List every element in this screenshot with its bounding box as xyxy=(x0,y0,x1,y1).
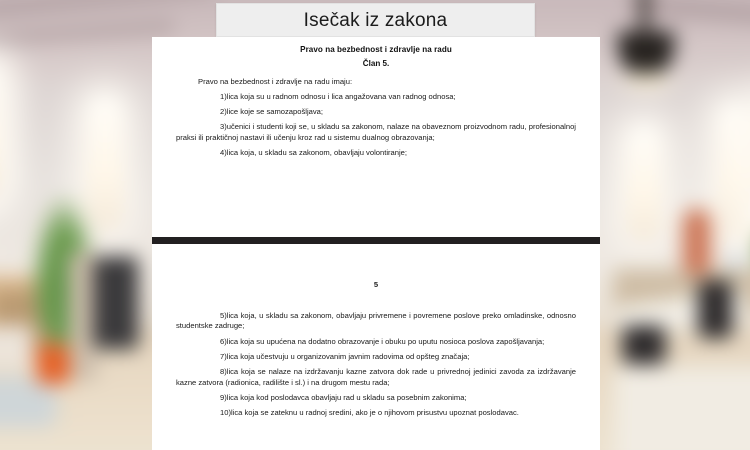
list-item xyxy=(176,148,576,158)
desk-lamp-globe xyxy=(726,252,745,271)
list-item-text: lica koja, u skladu sa zakonom, obavljaju volontiranje; xyxy=(226,148,408,158)
list-item-number: 3) xyxy=(220,122,227,132)
list-item-text: lica koja su u radnom odnosu i lica angažovana van radnog odnosa; xyxy=(226,91,456,101)
list-item-text: učenici i studenti koji se, u skladu sa zakonom, nalaze na obaveznom proizvodnom radu, profesionalnoj praksi ili praktičnoj nastavi ili učenju kroz rad u sistemu dualnog obrazovanja; xyxy=(176,122,576,142)
list-item-text: lica koja su upućena na dodatno obrazovanje i obuku po uputu nosioca poslova zapošljavanja; xyxy=(226,336,545,346)
list-item-text: lica koja učestvuju u organizovanim javnim radovima od opšteg značaja; xyxy=(226,351,470,361)
document-title: Pravo na bezbednost i zdravlje na radu xyxy=(300,45,452,54)
document-article-number: Član 5. xyxy=(362,59,390,68)
list-item-text: lica koja se zateknu u radnoj sredini, ako je o njihovom prisustvu upoznat poslodavac. xyxy=(230,408,519,418)
list-item xyxy=(176,92,576,102)
list-item xyxy=(176,352,576,362)
list-item-number: 8) xyxy=(220,367,227,377)
caption-text: Isečak iz zakona xyxy=(303,9,448,31)
rug xyxy=(0,377,56,427)
list-item xyxy=(176,393,576,403)
list-item-number: 1) xyxy=(220,91,227,101)
list-item-number: 6) xyxy=(220,336,227,346)
window-left-3 xyxy=(87,94,124,230)
page-number: 5 xyxy=(373,280,379,289)
list-item-number: 2) xyxy=(220,107,227,117)
list-item-text: lica koja, u skladu sa zakonom, obavljaju privremene i povremene poslove preko omladinske, odnosno studentske zadruge; xyxy=(176,311,576,331)
chair-1 xyxy=(622,325,665,364)
list-item xyxy=(176,122,576,143)
caption-bar xyxy=(216,3,535,37)
list-item-number: 4) xyxy=(220,148,227,158)
list-item-number: 10) xyxy=(220,408,231,418)
list-item xyxy=(176,408,576,418)
list-item-number: 7) xyxy=(220,351,227,361)
cabinet xyxy=(93,256,138,349)
list-item-text: lice koje se samozapošljava; xyxy=(226,107,324,117)
document-page-top xyxy=(152,37,600,237)
front-counter xyxy=(614,366,750,450)
list-item-text: lica koja kod poslodavca obavljaju rad u skladu sa posebnim zakonima; xyxy=(226,392,467,402)
coffee-table xyxy=(0,325,33,368)
list-item xyxy=(176,311,576,332)
window-right-2 xyxy=(717,103,749,239)
chair-2 xyxy=(698,280,733,338)
list-item xyxy=(176,367,576,388)
person-silhouette xyxy=(683,209,711,276)
pendant-lamp-glow xyxy=(609,66,685,94)
list-item-number: 9) xyxy=(220,392,227,402)
list-item xyxy=(176,107,576,117)
document-page-bottom xyxy=(152,244,600,450)
list-item-text: lica koja se nalaze na izdržavanju kazne zatvora dok rade u privrednoj jedinici zavoda za izdržavanje kazne zatvora (radionica, radilište i sl.) i na drugom mestu rada; xyxy=(176,367,576,387)
list-item-number: 5) xyxy=(220,311,227,320)
document-lead-paragraph: Pravo na bezbednost i zdravlje na radu imaju: xyxy=(198,77,353,86)
window-right-1 xyxy=(627,125,662,242)
pendant-lamp-cord xyxy=(640,0,650,36)
plant-pot xyxy=(37,345,69,384)
list-item xyxy=(176,337,576,347)
page-separator-bar xyxy=(152,237,600,244)
